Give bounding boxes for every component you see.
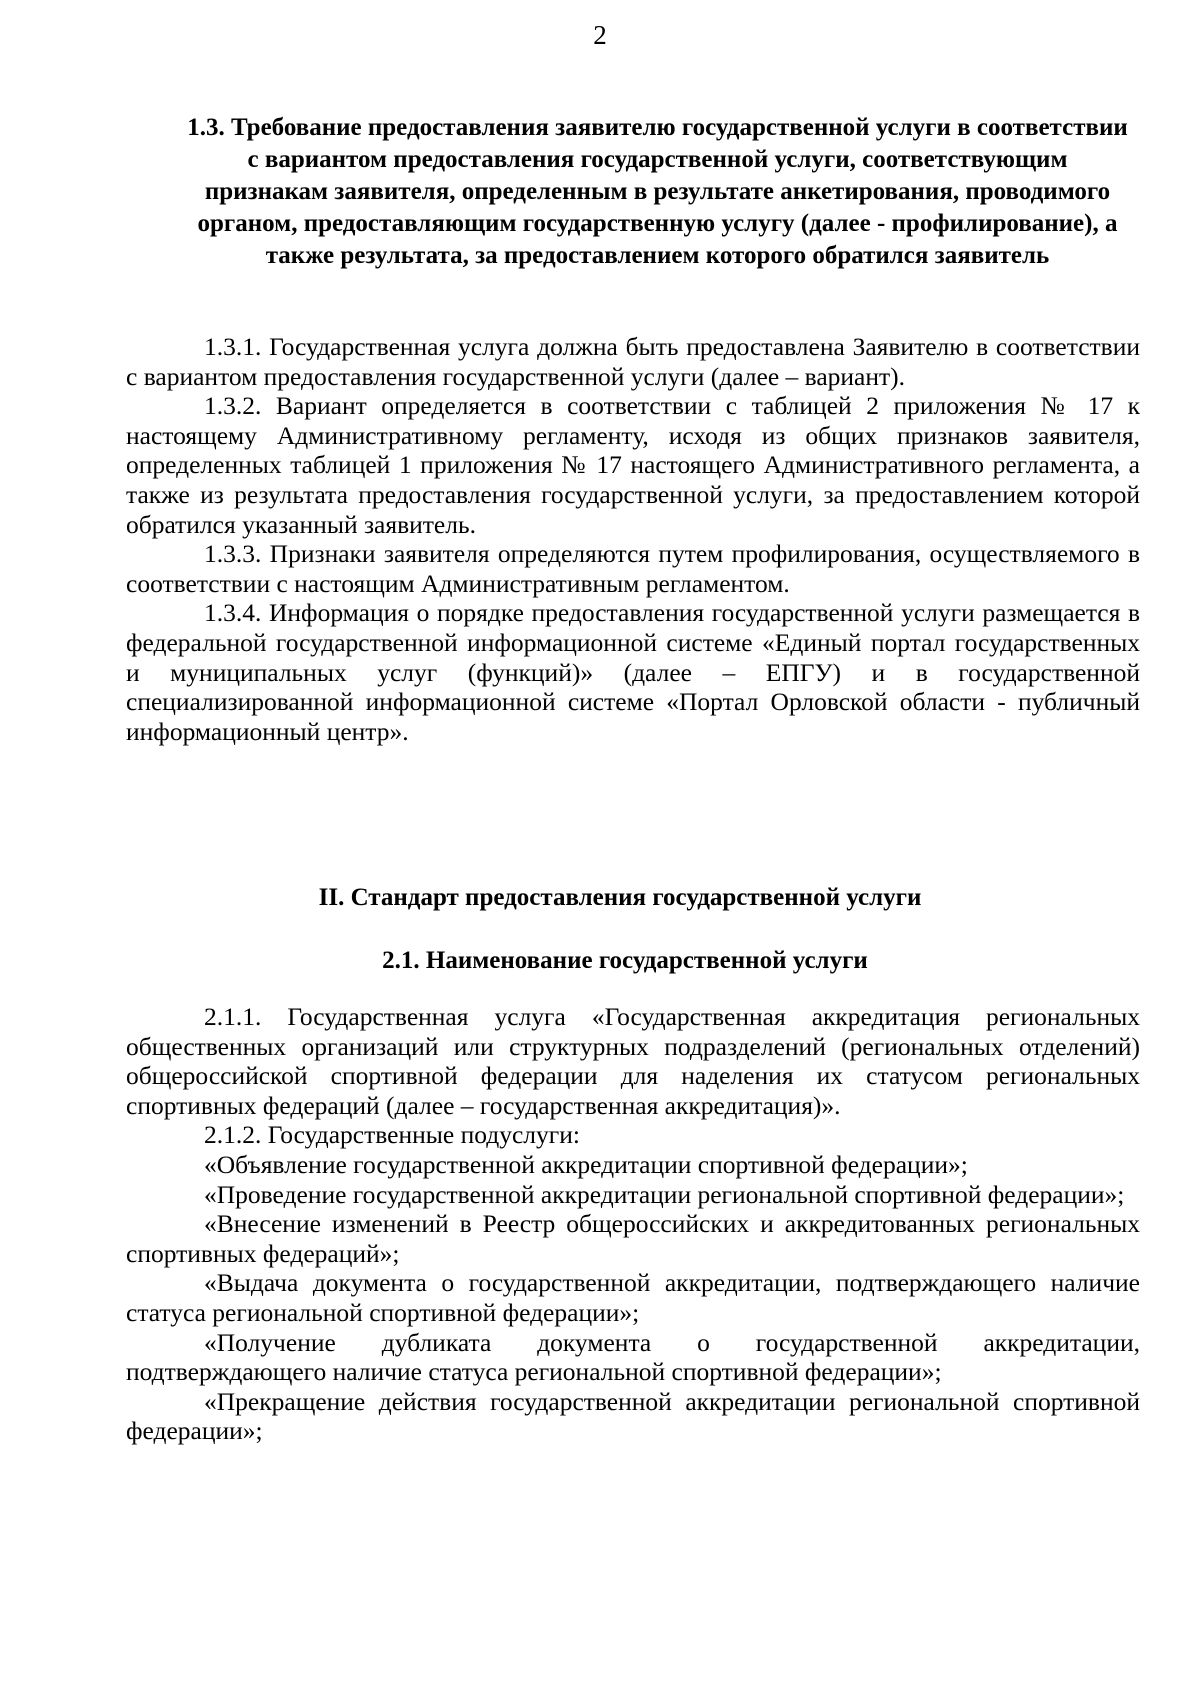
paragraph-2-1-1: 2.1.1. Государственная услуга «Государственная аккредитация региональных общественных организаций или структурных подразделений (региональных отделений) общероссийской спортивной федерации для наделения их статусом региональных спортивных федераций (далее – государственная аккредитация)». xyxy=(126,1002,1140,1120)
subservice-item: «Проведение государственной аккредитации региональной спортивной федерации»; xyxy=(204,1179,1125,1209)
section-1-3-body xyxy=(126,332,1140,746)
paragraph-2-1-2: 2.1.2. Государственные подуслуги: xyxy=(204,1120,580,1150)
section-1-3-heading: 1.3. Требование предоставления заявителю государственной услуги в соответствии с вариантом предоставления государственной услуги, соответствующим признакам заявителя, определенным в результате анкетирования, проводимого органом, предоставляющим государственную услугу (далее - профилирование), а также результата, за предоставлением которого обратился заявитель xyxy=(187,114,1128,269)
page-number: 2 xyxy=(593,20,607,50)
paragraph-1-3-2: 1.3.2. Вариант определяется в соответствии с таблицей 2 приложения № 17 к настоящему Административному регламенту, исходя из общих признаков заявителя, определенных таблицей 1 приложения № 17 настоящего Административного регламента, а также из результата предоставления государственной услуги, за предоставлением которой обратился указанный заявитель. xyxy=(126,391,1140,539)
subservice-item: «Внесение изменений в Реестр общероссийских и аккредитованных региональных спортивных федераций»; xyxy=(126,1209,1140,1268)
subservice-item: «Получение дубликата документа о государственной аккредитации, подтверждающего наличие статуса региональной спортивной федерации»; xyxy=(126,1327,1140,1387)
subservice-item: «Объявление государственной аккредитации спортивной федерации»; xyxy=(204,1149,968,1179)
subservice-item: «Прекращение действия государственной аккредитации региональной спортивной федерации»; xyxy=(126,1386,1140,1446)
subservice-item: «Выдача документа о государственной аккредитации, подтверждающего наличие статуса региональной спортивной федерации»; xyxy=(126,1268,1140,1327)
section-2-heading: II. Стандарт предоставления государственной услуги xyxy=(318,884,922,911)
paragraph-1-3-4: 1.3.4. Информация о порядке предоставления государственной услуги размещается в федеральной государственной информационной системе «Единый портал государственных и муниципальных услуг (функций)» (далее – ЕПГУ) и в государственной специализированной информационной системе «Портал Орловской области - публичный информационный центр». xyxy=(126,598,1140,746)
paragraph-1-3-3: 1.3.3. Признаки заявителя определяются путем профилирования, осуществляемого в соответствии с настоящим Административным регламентом. xyxy=(126,539,1140,598)
section-2-1-body xyxy=(126,1002,1140,1446)
paragraph-1-3-1: 1.3.1. Государственная услуга должна быть предоставлена Заявителю в соответствии с вариантом предоставления государственной услуги (далее – вариант). xyxy=(126,332,1140,391)
section-2-1-heading: 2.1. Наименование государственной услуги xyxy=(382,947,868,974)
